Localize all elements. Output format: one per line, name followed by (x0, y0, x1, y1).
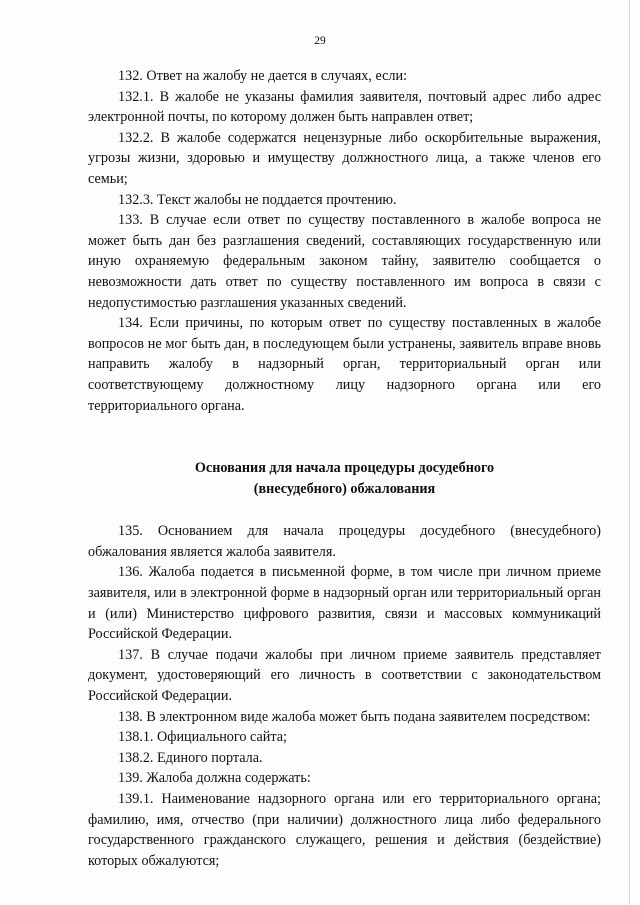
paragraph-133: 133. В случае если ответ по существу поставленного в жалобе вопроса не может быть дан без разглашения сведений, составляющих государственную или иную охраняемую федеральным законом тайну, заявителю сообщается о невозможности дать ответ по существу поставленного им вопроса в связи с недопустимостью разглашения указанных сведений. (88, 212, 601, 311)
section-heading-line-1: Основания для начала процедуры досудебного (194, 460, 495, 477)
paragraph-137: 137. В случае подачи жалобы при личном приеме заявитель представляет документ, удостоверяющий его личность в соответствии с законодательством Российской Федерации. (88, 646, 601, 705)
paragraph-139-1: 139.1. Наименование надзорного органа или его территориального органа; фамилию, имя, отчество (при наличии) должностного лица либо федерального государственного гражданского служащего, решения и действия (бездействие) которых обжалуются; (88, 791, 601, 869)
paragraph-135: 135. Основанием для начала процедуры досудебного (внесудебного) обжалования является жалоба заявителя. (88, 523, 601, 560)
paragraph-136: 136. Жалоба подается в письменной форме, в том числе при личном приеме заявителя, или в электронной форме в надзорный орган или территориальный орган и (или) Министерство цифрового развития, связи и массовых коммуникаций Российской Федерации. (88, 564, 601, 643)
section-heading (88, 458, 601, 499)
section-heading-line-2: (внесудебного) обжалования (253, 480, 436, 497)
paragraph-138: 138. В электронном виде жалоба может быть подана заявителем посредством: (118, 708, 591, 725)
paragraph-138-2: 138.2. Единого портала. (118, 749, 263, 766)
paragraph-132-3: 132.3. Текст жалобы не поддается прочтению. (118, 191, 397, 208)
page-number: 29 (314, 35, 326, 47)
document-body (88, 66, 601, 871)
paragraph-138-1: 138.1. Официального сайта; (118, 729, 287, 746)
scan-edge-right (629, 0, 630, 905)
paragraph-132: 132. Ответ на жалобу не дается в случаях, если: (118, 68, 408, 84)
paragraph-132-1: 132.1. В жалобе не указаны фамилия заявителя, почтовый адрес либо адрес электронной почты, по которому должен быть направлен ответ; (88, 88, 601, 126)
paragraph-134: 134. Если причины, по которым ответ по существу поставленных в жалобе вопросов не мог быть дан, в последующем были устранены, заявитель вправе вновь направить жалобу в надзорный орган, территориальный орган или соответствующему должностному лицу надзорного органа или его территориального органа. (88, 315, 601, 414)
paragraph-132-2: 132.2. В жалобе содержатся нецензурные либо оскорбительные выражения, угрозы жизни, здоровью и имуществу должностного лица, а также членов его семьи; (88, 129, 601, 187)
paragraph-139: 139. Жалоба должна содержать: (118, 770, 311, 787)
